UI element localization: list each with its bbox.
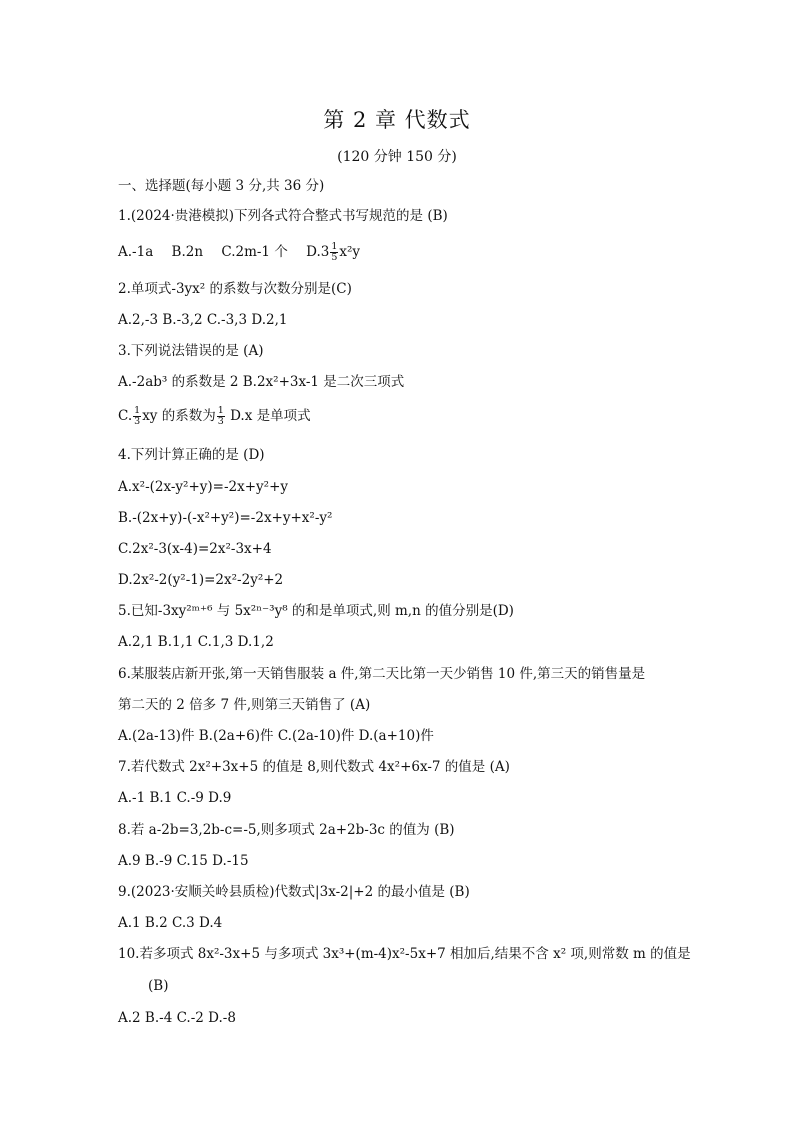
question-3-options-ab: A.-2ab³ 的系数是 2 B.2x²+3x-1 是二次三项式 bbox=[118, 374, 405, 390]
chapter-title: 第 2 章 代数式 bbox=[323, 108, 471, 132]
q4-option-b: B.-(2x+y)-(-x²+y²)=-2x+y+x²-y² bbox=[118, 510, 333, 526]
question-2-options: A.2,-3 B.-3,2 C.-3,3 D.2,1 bbox=[118, 312, 288, 328]
question-10-options: A.2 B.-4 C.-2 D.-8 bbox=[118, 1010, 236, 1026]
question-3-options-cd: C. $\frac{1}{3}$ xy 的系数为 $\frac{1}{3}$ D.x 是单项式 bbox=[118, 405, 311, 427]
q1-option-a: A.-1a bbox=[118, 244, 154, 260]
question-2-stem: 2.单项式-3yx² 的系数与次数分别是(C) bbox=[118, 281, 352, 297]
q1-option-c: C.2m-1 个 bbox=[221, 244, 288, 260]
question-5-stem: 5.已知-3xy²ᵐ⁺⁶ 与 5x²ⁿ⁻³y⁸ 的和是单项式,则 m,n 的值分别是(D) bbox=[118, 603, 514, 619]
question-8-stem: 8.若 a-2b=3,2b-c=-5,则多项式 2a+2b-3c 的值为 (B) bbox=[118, 822, 455, 838]
question-5-options: A.2,1 B.1,1 C.1,3 D.1,2 bbox=[118, 634, 274, 650]
section-heading: 一、选择题(每小题 3 分,共 36 分) bbox=[118, 178, 325, 194]
q4-option-a: A.x²-(2x-y²+y)=-2x+y²+y bbox=[118, 479, 289, 495]
question-6-stem-line1: 6.某服装店新开张,第一天销售服装 a 件,第二天比第一天少销售 10 件,第三天的销售量是 bbox=[118, 666, 646, 682]
question-7-options: A.-1 B.1 C.-9 D.9 bbox=[118, 790, 232, 806]
question-4-stem: 4.下列计算正确的是 (D) bbox=[118, 447, 265, 463]
question-8-options: A.9 B.-9 C.15 D.-15 bbox=[118, 853, 249, 869]
q1-option-b: B.2n bbox=[171, 244, 204, 260]
exam-time-score: (120 分钟 150 分) bbox=[337, 149, 457, 165]
question-10-stem-line1: 10.若多项式 8x²-3x+5 与多项式 3x³+(m-4)x²-5x+7 相加后,结果不含 x² 项,则常数 m 的值是 bbox=[118, 946, 691, 962]
question-9-stem: 9.(2023·安顺关岭县质检)代数式|3x-2|+2 的最小值是 (B) bbox=[118, 884, 470, 900]
question-6-options: A.(2a-13)件 B.(2a+6)件 C.(2a-10)件 D.(a+10)件 bbox=[118, 728, 434, 744]
question-6-stem-line2: 第二天的 2 倍多 7 件,则第三天销售了 (A) bbox=[118, 697, 371, 713]
q1-option-d: D.3 $\frac{1}{5}$ x²y bbox=[306, 241, 361, 263]
q4-option-d: D.2x²-2(y²-1)=2x²-2y²+2 bbox=[118, 572, 284, 588]
question-1-options bbox=[118, 242, 360, 263]
question-1-stem: 1.(2024·贵港模拟)下列各式符合整式书写规范的是 (B) bbox=[118, 208, 448, 224]
question-7-stem: 7.若代数式 2x²+3x+5 的值是 8,则代数式 4x²+6x-7 的值是 (A) bbox=[118, 759, 510, 775]
question-9-options: A.1 B.2 C.3 D.4 bbox=[118, 915, 223, 931]
question-10-answer: (B) bbox=[148, 978, 169, 994]
question-3-stem: 3.下列说法错误的是 (A) bbox=[118, 343, 264, 359]
q4-option-c: C.2x²-3(x-4)=2x²-3x+4 bbox=[118, 541, 272, 557]
